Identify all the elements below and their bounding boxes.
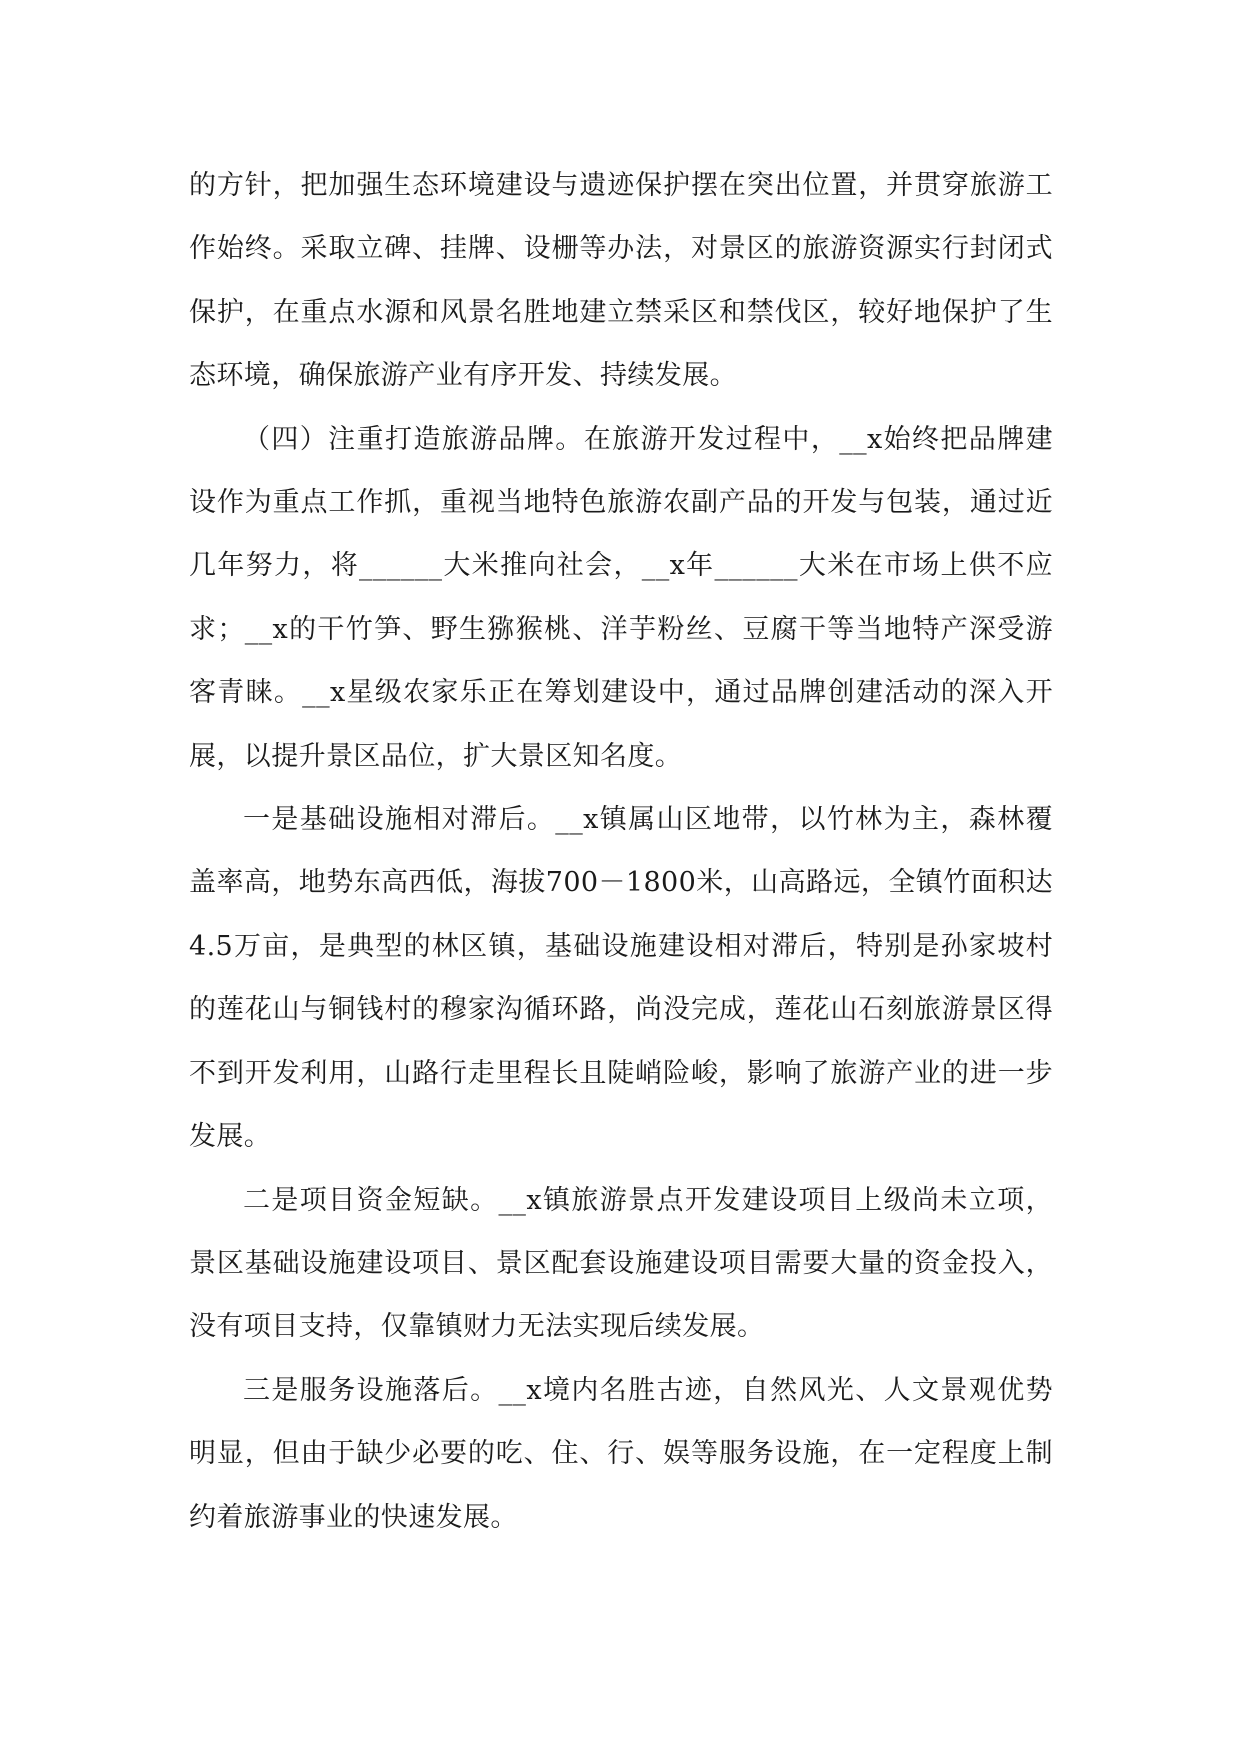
document-body	[189, 154, 1053, 1549]
paragraph-funding: 二是项目资金短缺。__x镇旅游景点开发建设项目上级尚未立项，景区基础设施建设项目、景区配套设施建设项目需要大量的资金投入，没有项目支持，仅靠镇财力无法实现后续发展。	[189, 1184, 1053, 1343]
paragraph-services: 三是服务设施落后。__x境内名胜古迹，自然风光、人文景观优势明显，但由于缺少必要的吃、住、行、娱等服务设施，在一定程度上制约着旅游事业的快速发展。	[189, 1374, 1053, 1533]
paragraph-infrastructure: 一是基础设施相对滞后。__x镇属山区地带，以竹林为主，森林覆盖率高，地势东高西低，海拔700－1800米，山高路远，全镇竹面积达4.5万亩，是典型的林区镇，基础设施建设相对滞后，特别是孙家坡村的莲花山与铜钱村的穆家沟循环路，尚没完成，莲花山石刻旅游景区得不到开发利用，山路行走里程长且陡峭险峻，影响了旅游产业的进一步发展。	[189, 804, 1053, 1153]
paragraph-brand-building: （四）注重打造旅游品牌。在旅游开发过程中，__x始终把品牌建设作为重点工作抓，重视当地特色旅游农副产品的开发与包装，通过近几年努力，将______大米推向社会，__x年______大米在市场上供不应求；__x的干竹笋、野生猕猴桃、洋芋粉丝、豆腐干等当地特产深受游客青睐。__x星级农家乐正在筹划建设中，通过品牌创建活动的深入开展，以提升景区品位，扩大景区知名度。	[189, 423, 1053, 772]
paragraph-continuation: 的方针，把加强生态环境建设与遗迹保护摆在突出位置，并贯穿旅游工作始终。采取立碑、挂牌、设栅等办法，对景区的旅游资源实行封闭式保护，在重点水源和风景名胜地建立禁采区和禁伐区，较好地保护了生态环境，确保旅游产业有序开发、持续发展。	[189, 170, 1053, 392]
